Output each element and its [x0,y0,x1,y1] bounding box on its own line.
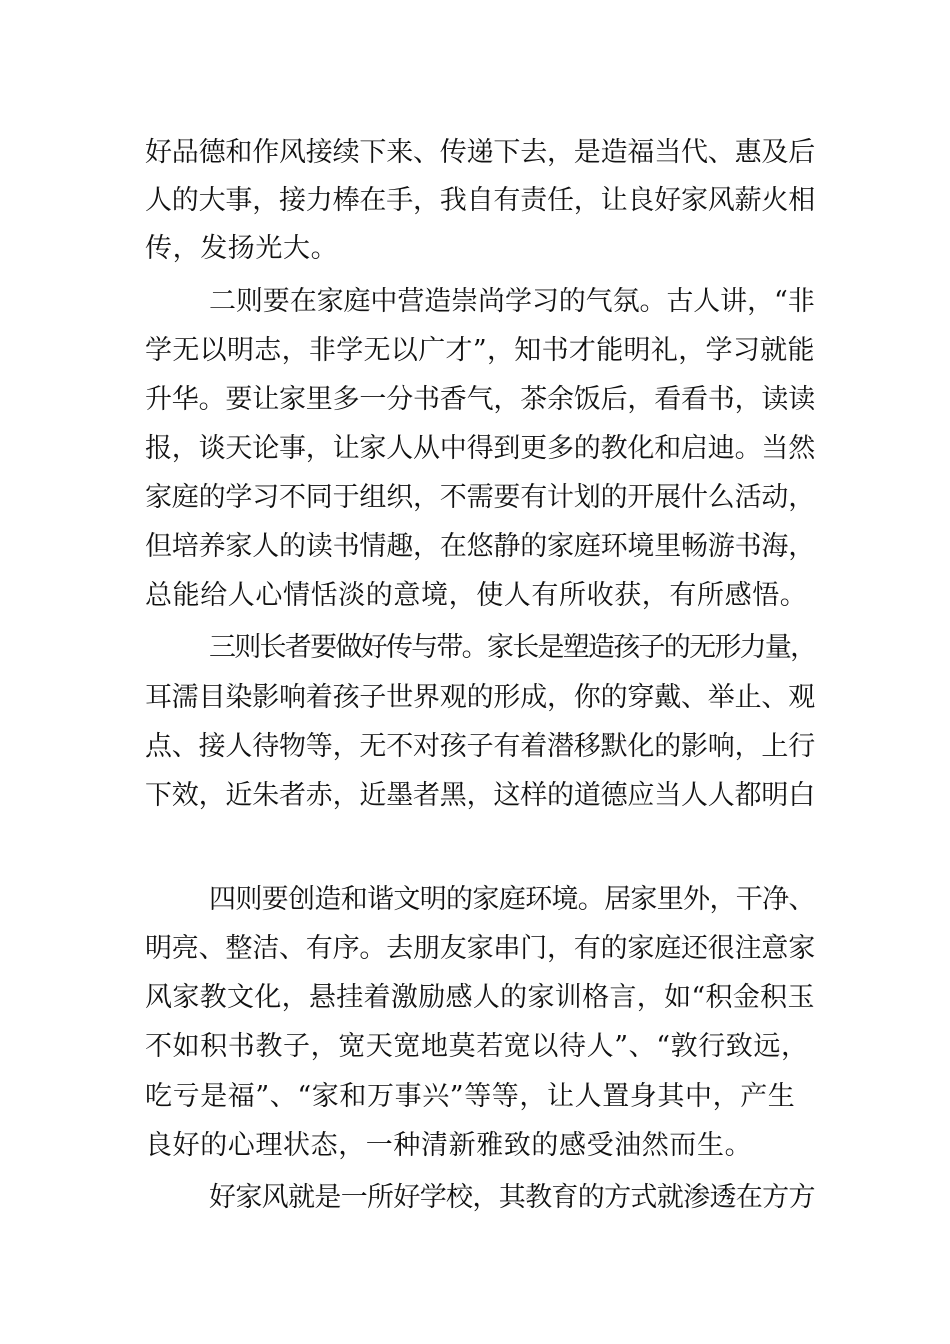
text-line: 良好的心理状态，一种清新雅致的感受油然而生。 [145,1130,753,1161]
text-line: 明亮、整洁、有序。去朋友家串门，有的家庭还很注意家 [145,933,815,964]
text-line: 家庭的学习不同于组织，不需要有计划的开展什么活动， [145,482,815,513]
text-line: 报，谈天论事，让家人从中得到更多的教化和启迪。当然 [145,433,815,464]
text-line: 但培养家人的读书情趣，在悠静的家庭环境里畅游书海， [145,531,815,562]
text-line: 好品德和作风接续下来、传递下去，是造福当代、惠及后 [145,137,815,168]
text-line: 吃亏是福”、“家和万事兴”等等，让人置身其中，产生 [145,1081,796,1112]
text-line: 学无以明志，非学无以广才”，知书才能明礼，学习就能 [145,335,815,366]
paragraph-start-line: 好家风就是一所好学校，其教育的方式就渗透在方方 [209,1182,815,1213]
text-line: 下效，近朱者赤，近墨者黑，这样的道德应当人人都明白 [145,780,815,811]
text-line: 不如积书教子，宽天宽地莫若宽以待人”、“敦行致远， [145,1031,809,1062]
paragraph-start-line: 四则要创造和谐文明的家庭环境。居家里外，干净、 [209,884,815,915]
paragraph-start-line: 二则要在家庭中营造崇尚学习的气氛。古人讲，“非 [209,286,815,317]
text-line: 传，发扬光大。 [145,233,339,264]
text-line: 耳濡目染影响着孩子世界观的形成，你的穿戴、举止、观 [145,682,815,713]
text-line: 风家教文化，悬挂着激励感人的家训格言，如“积金积玉 [145,982,815,1013]
text-line: 总能给人心情恬淡的意境，使人有所收获，有所感悟。 [145,580,808,611]
text-line: 升华。要让家里多一分书香气，茶余饭后，看看书，读读 [145,384,815,415]
text-line: 人的大事，接力棒在手，我自有责任，让良好家风薪火相 [145,185,815,216]
text-line: 点、接人待物等，无不对孩子有着潜移默化的影响，上行 [145,731,815,762]
paragraph-start-line: 三则长者要做好传与带。家长是塑造孩子的无形力量， [209,632,816,663]
